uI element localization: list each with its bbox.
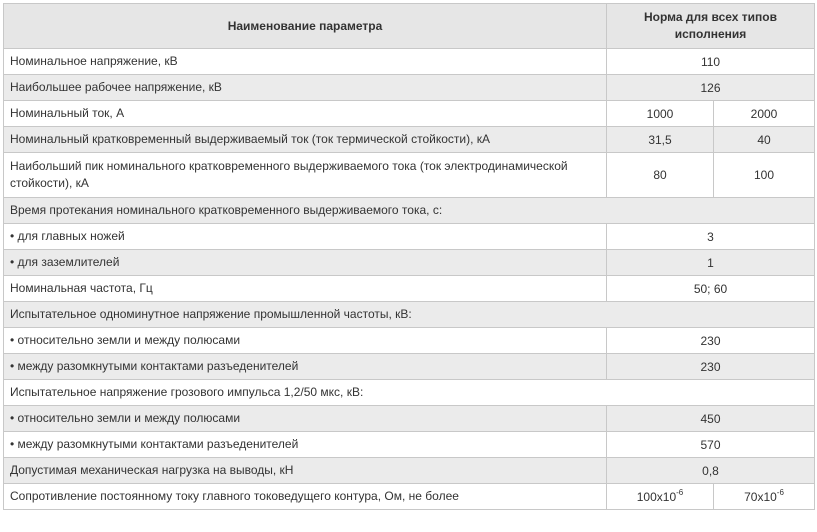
table-row-section xyxy=(4,198,815,224)
table-row xyxy=(4,153,815,198)
param-value: 450 xyxy=(607,406,815,432)
param-name: Наибольший пик номинального кратковременного выдерживаемого тока (ток электродинамической стойкости), кА xyxy=(4,153,607,198)
param-name: • между разомкнутыми контактами разъеденителей xyxy=(4,354,607,380)
table-row xyxy=(4,458,815,484)
param-value: 230 xyxy=(607,354,815,380)
param-name: Сопротивление постоянному току главного токоведущего контура, Ом, не более xyxy=(4,484,607,510)
param-value-2: 2000 xyxy=(714,101,815,127)
param-value-1: 80 xyxy=(607,153,714,198)
param-section-title: Испытательное одноминутное напряжение промышленной частоты, кВ: xyxy=(4,302,815,328)
param-value: 1 xyxy=(607,250,815,276)
param-name: Номинальный кратковременный выдерживаемый ток (ток термической стойкости), кА xyxy=(4,127,607,153)
table-row xyxy=(4,484,815,510)
header-norm: Норма для всех типов исполнения xyxy=(607,4,815,49)
table-row-section xyxy=(4,380,815,406)
table-row xyxy=(4,75,815,101)
table-row xyxy=(4,276,815,302)
param-value: 0,8 xyxy=(607,458,815,484)
table-row xyxy=(4,354,815,380)
param-name: • для заземлителей xyxy=(4,250,607,276)
param-name: • для главных ножей xyxy=(4,224,607,250)
param-value: 50; 60 xyxy=(607,276,815,302)
table-row xyxy=(4,49,815,75)
param-name: Номинальный ток, А xyxy=(4,101,607,127)
param-name: Номинальное напряжение, кВ xyxy=(4,49,607,75)
param-value-2: 100 xyxy=(714,153,815,198)
param-name: Наибольшее рабочее напряжение, кВ xyxy=(4,75,607,101)
param-section-title: Время протекания номинального кратковременного выдерживаемого тока, с: xyxy=(4,198,815,224)
header-param: Наименование параметра xyxy=(4,4,607,49)
table-row xyxy=(4,432,815,458)
table-row xyxy=(4,224,815,250)
param-value: 3 xyxy=(607,224,815,250)
value-mantissa: 100x10 xyxy=(636,489,677,504)
param-value-1: 1000 xyxy=(607,101,714,127)
param-value-2 xyxy=(714,484,815,510)
table-row-section xyxy=(4,302,815,328)
param-section-title: Испытательное напряжение грозового импульса 1,2/50 мкс, кВ: xyxy=(4,380,815,406)
param-value: 570 xyxy=(607,432,815,458)
param-value: 126 xyxy=(607,75,815,101)
param-value: 110 xyxy=(607,49,815,75)
value-exponent: -6 xyxy=(676,487,684,497)
param-name: Допустимая механическая нагрузка на выводы, кН xyxy=(4,458,607,484)
value-mantissa: 70x10 xyxy=(744,489,777,504)
table-row xyxy=(4,406,815,432)
value-exponent: -6 xyxy=(776,487,784,497)
table-row xyxy=(4,101,815,127)
param-value-1 xyxy=(607,484,714,510)
table-header-row xyxy=(4,4,815,49)
param-name: • относительно земли и между полюсами xyxy=(4,406,607,432)
table-row xyxy=(4,127,815,153)
param-value-2: 40 xyxy=(714,127,815,153)
param-name: • относительно земли и между полюсами xyxy=(4,328,607,354)
param-name: • между разомкнутыми контактами разъеденителей xyxy=(4,432,607,458)
parameters-table xyxy=(3,3,815,510)
param-value-1: 31,5 xyxy=(607,127,714,153)
table-row xyxy=(4,328,815,354)
table-row xyxy=(4,250,815,276)
param-name: Номинальная частота, Гц xyxy=(4,276,607,302)
param-value: 230 xyxy=(607,328,815,354)
